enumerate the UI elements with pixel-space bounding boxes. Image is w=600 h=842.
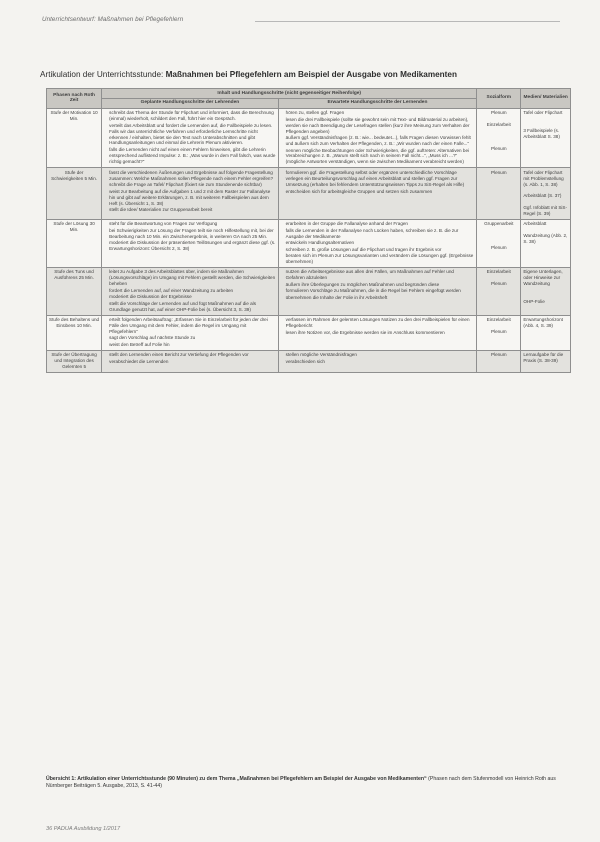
teacher-cell [102,168,279,219]
learner-step: • äußern ggf. Verständnisfragen (z. B.: wie... bedeutet...), falls Fragen diesen Vorwissen fehlt und äußern sich zum Verhalten der Pflegenden, z. B.: „Wir wurden nach der einen Falle...“ [286,135,475,147]
teacher-step: • steht für die Beantwortung von Fragen zur Verfügung [109,221,276,227]
learner-step: • äußern ihre Überlegungen zu möglichen Maßnahmen und begründen diese [286,282,475,288]
table-row [47,315,571,350]
learner-step: • verlegen ein Beurteilungsvorschlag auf einen Arbeitsblatt und stellen ggf. Fragen zur Umsetzung (erhalten bei fehlendem Unterstützungswissen Tipps zu SiS-Regel als Hilfe) [286,176,475,188]
table-caption [46,776,566,789]
phase-cell: Stufe des Behaltens und Einübens 10 Min. [47,315,102,350]
media-cell: Arbeitsblatt Wandzeitung (Abb. 2, S. 38) [521,219,571,267]
table-body [47,108,571,372]
table-row [47,267,571,315]
teacher-step: • weist den Betreff auf Folie hin [109,342,276,348]
learner-list [281,110,475,165]
lesson-plan-table [46,88,571,373]
teacher-step: • fordert die Lernenden auf, auf einer Wandzeitung zu arbeiten [109,288,276,294]
learner-step: • erarbeiten in der Gruppe die Fallanalyse anhand der Fragen [286,221,475,227]
header-group: Inhalt und Handlungsschritte (nicht gegenseitiger Reihenfolge) [102,89,477,99]
phase-cell: Stufe der Übertragung und Integration des Gelernten 5 [47,350,102,372]
learner-step: • übernehmen die Inhalte der Folie in ihr Arbeitsheft [286,295,475,301]
teacher-step: • leitet zu Aufgabe 3 des Arbeitsblattes über, indem sie Maßnahmen (Lösungsvorschläge) im Umgang mit Fehlern gestellt werden, die Schwierigkeiten beheben [109,269,276,287]
title-prefix: Artikulation der Unterrichtsstunde: [40,70,166,79]
running-header: Unterrichtsentwurf: Maßnahmen bei Pflegefehlern [42,16,184,23]
teacher-cell [102,108,279,168]
teacher-step: • stellt den Lernenden einen Bericht zur Vertiefung der Pflegenden vor [109,352,276,358]
teacher-step: • moderiert die Diskussion der Ergebnisse [109,294,276,300]
teacher-step: • verteilt das Arbeitsblatt und fordert die Lernenden auf, die Fallbeispiele zu lesen. Falls wir das unterrichtliche Verfahren und erforderliche Lernschritte nicht erkennen / einhalten, bietet sie den Text nach Unterabschnitten und gibt Handlungsanleitungen und einmal die Lehrerin Plenum aktivieren. [109,123,276,147]
teacher-list [104,352,276,364]
learner-step: • lesen ihre Notizen vor, die Ergebnisse werden sie im Anschluss kommentieren [286,330,475,336]
media-cell: Eigene Unterlagen, oder Hinweise zur Wandzeitung OHP-Folie [521,267,571,315]
learner-step: • beraten sich im Plenum zur Lösungsvarianten und verändern die Lösungen ggf. (Ergebnisse übernehmen) [286,253,475,265]
social-form-cell: Einzelarbeit Plenum [477,315,521,350]
teacher-step: • schreibt das Thema der Stunde für Flipchart und informiert, dass die Berechnung (einmal) wiederholt, schildert den Fall, führt hier ein Gespräch. [109,110,276,122]
teacher-step: • weist zur Bearbeitung auf die Aufgaben 1 und 2 mit dem Raster zur Fallanalyse hin und gibt auf weitere Erklärungen, z. B. mit weiteren Fallbeispielen aus dem Heft (s. Übersicht 1, S. 38) [109,189,276,207]
learner-cell [278,350,477,372]
phase-cell: Stufe der Schwierigkeiten 5 Min. [47,168,102,219]
learner-cell [278,219,477,267]
teacher-list [104,170,276,213]
learner-step: • entscheiden sich für arbeitsgleiche Gruppen und setzen sich zusammen [286,189,475,195]
teacher-step: • schreibt die Frage an Tafel/ Flipchart (fixiert sie zum Stundenende sichtbar) [109,182,276,188]
teacher-step: • sagt den Vorschlag auf nächste Stunde zu [109,335,276,341]
learner-step: • formulieren Vorschläge zu Maßnahmen, die in die Regel bei Fehlern eingefügt werden [286,288,475,294]
header-rule [255,21,560,22]
learner-step: • nennen mögliche Beobachtungen oder Schwierigkeiten, die ggf. auftreten: Alternativen bei Verabreichungen z. B. „Warum stellt sich nach in seinem Fall nicht...“, „Muss ich ...?“ (mögliche Antworten verständigen, wenn sie zwischen Medikament verabreicht werden) [286,148,475,166]
learner-cell [278,168,477,219]
page-footer: 36 PADUA Ausbildung 1/2017 [46,826,121,832]
teacher-step: • moderiert die Diskussion der präsentierten Teillösungen und ergänzt diese ggf. (s. Erwartungshorizont: Übersicht 2, S. 38) [109,240,276,252]
learner-list [281,170,475,195]
table-row [47,350,571,372]
learner-step: • falls die Lernenden in der Fallanalyse noch Lücken haben, schreiben sie z. B. die zur Ausgabe der Medikamente [286,228,475,240]
media-cell: Tafel oder Flipchart mit Problemstellung (s. Abb. 1, S. 38) Arbeitsblatt (S. 37) Ggf. Infoblatt mit SiS-Regel (S. 39) [521,168,571,219]
teacher-step: • stellt die Idee/ Materialien zur Gruppenarbeit bereit [109,207,276,213]
teacher-list [104,317,276,348]
social-form-cell: Einzelarbeit Plenum [477,267,521,315]
learner-step: • entwickeln Handlungsalternativen [286,240,475,246]
social-form-cell: Plenum [477,350,521,372]
teacher-step: • fasst die verschiedenen Äußerungen und Ergebnisse auf folgende Fragestellung zusammen: Welche Maßnahmen sollen Pflegende nach einem Fehler ergreifen? [109,170,276,182]
header-learner: Erwartete Handlungsschritte der Lernenden [278,98,477,108]
media-cell: Lernaufgabe für die Praxis (S. 38-39) [521,350,571,372]
header-teacher: Geplante Handlungsschritte der Lehrenden [102,98,279,108]
teacher-step: • bei Schwierigkeiten zur Lösung der Fragen teilt sie noch Hilfestellung mit, bei der Bearbeitung nach 10 Min. ein Zwischenergebnis, in weiteren GA nach 25 Min. [109,228,276,240]
teacher-step: • erteilt folgenden Arbeitsauftrag: „Erfassen Sie in Einzelarbeit für jeden der drei Fälle den Umgang mit dem Fehler, indem die Regel im Umgang mit Pflegefehlern“ [109,317,276,335]
teacher-step: • falls die Lernenden nicht auf einen einen Fehlern hinweisen, gibt die Lehrerin entsprechend auflistend Impulse: z. B.: „Was wurde in dem Fall falsch, was wurde richtig gemacht?“ [109,147,276,165]
media-cell: Tafel oder Flipchart 3 Fallbeispiele (s. Arbeitsblatt S. 38) [521,108,571,168]
table-row [47,168,571,219]
learner-step: • verabschieden sich [286,359,475,365]
page-title [40,70,570,80]
social-form-cell: Plenum [477,168,521,219]
caption-normal: (Phasen nach dem Stufenmodell von Heinrich Roth aus Nürnberger Beiträgen 5. Ausgabe, 2013, S. 41-44) [46,776,556,789]
learner-step: • lesen die drei Fallbeispiele (sollte sie gewohnt sein mit Text- und Bildmaterial zu arbeiten), werden sie nach Beendigung der Lesefragen stellen (kurz ihre Meinung zum Verhalten der Pflegenden angeben) [286,117,475,135]
teacher-step: • verabschiedet die Lernenden [109,359,276,365]
teacher-cell [102,350,279,372]
teacher-list [104,110,276,164]
learner-step: • verfassen im Rahmen der gelernten Lösungen Notizen zu den drei Fallbeispielen für einen Pflegebericht [286,317,475,329]
phase-cell: Stufe der Motivation 10 Min. [47,108,102,168]
header-social: Sozialform [477,89,521,109]
learner-cell [278,315,477,350]
social-form-cell: Plenum Einzelarbeit Plenum [477,108,521,168]
teacher-list [104,269,276,312]
learner-list [281,317,475,335]
learner-cell [278,267,477,315]
phase-cell: Stufe des Tuns und Ausführens 25 Min. [47,267,102,315]
learner-step: • stellen mögliche Verständnisfragen [286,352,475,358]
learner-list [281,269,475,300]
teacher-list [104,221,276,252]
teacher-cell [102,219,279,267]
teacher-cell [102,267,279,315]
header-media: Medien/ Materialien [521,89,571,109]
learner-step: • hören zu, stellen ggf. Fragen [286,110,475,116]
learner-step: • formulieren ggf. die Fragestellung selbst oder ergänzen unterschiedliche Vorschläge [286,170,475,176]
media-cell: Erwartungshorizont (Abb. 4, S. 39) [521,315,571,350]
teacher-step: • stellt die Vorschläge der Lernenden auf und fügt Maßnahmen auf die als Grundlage genutzt hat, auf einer OHP-Folie bei (s. Übersicht 3, S. 39) [109,301,276,313]
learner-cell [278,108,477,168]
title-bold: Maßnahmen bei Pflegefehlern am Beispiel der Ausgabe von Medikamenten [165,70,457,79]
teacher-cell [102,315,279,350]
learner-list [281,352,475,364]
phase-cell: Stufe der Lösung 30 Min. [47,219,102,267]
learner-step: • schreiben z. B. große Lösungen auf die Flipchart und tragen ihr Ergebnis vor [286,247,475,253]
learner-step: • nutzen die Arbeitsergebnisse aus allen drei Fällen, um Maßnahmen auf Fehler und Gefahren abzuleiten [286,269,475,281]
learner-list [281,221,475,265]
table-row [47,219,571,267]
social-form-cell: Gruppenarbeit Plenum [477,219,521,267]
caption-bold: Übersicht 1: Artikulation einer Unterrichtsstunde (90 Minuten) zu dem Thema „Maßnahmen bei Pflegefehlern am Beispiel der Ausgabe von Medikamenten“ [46,776,427,782]
header-phases: Phasen nach Roth Zeit [47,89,102,109]
table-row [47,108,571,168]
